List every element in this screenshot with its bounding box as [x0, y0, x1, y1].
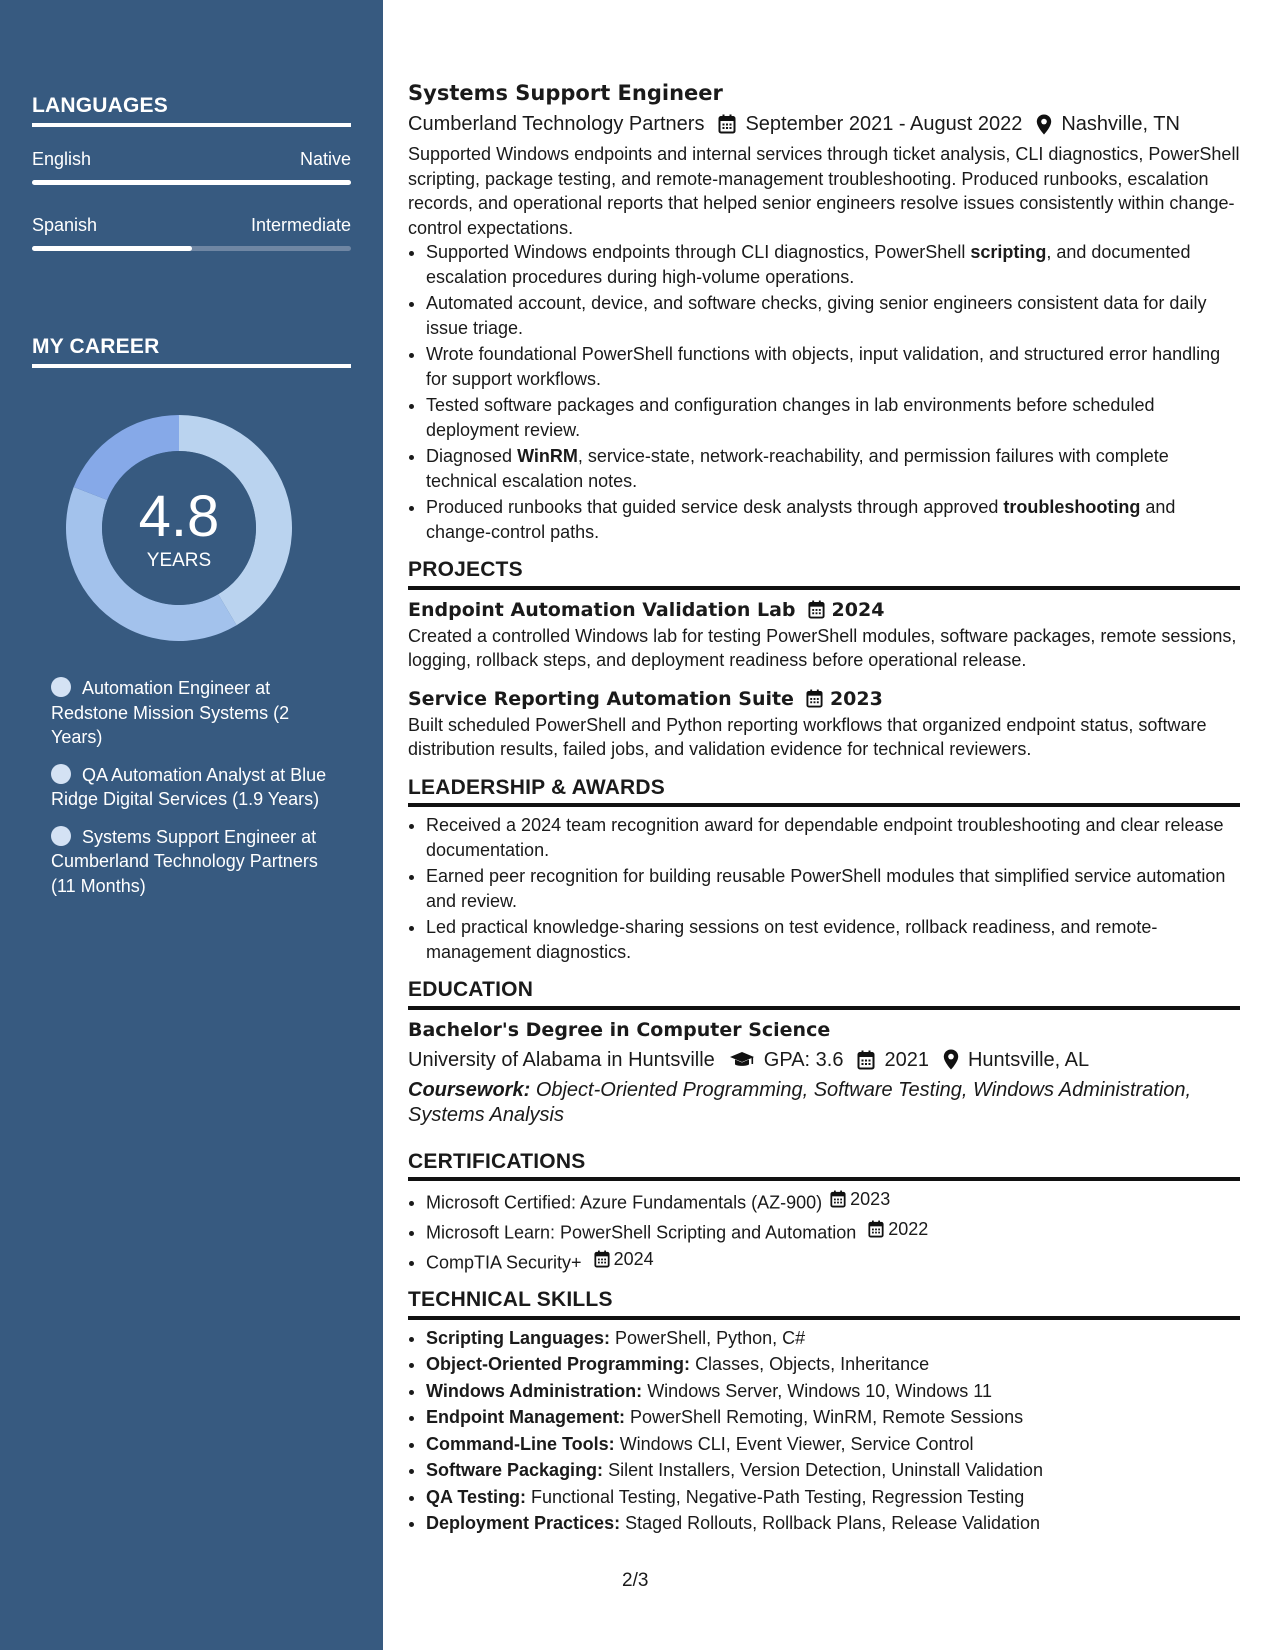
gpa: GPA: 3.6 [763, 1048, 844, 1071]
job-bullets [408, 240, 1240, 544]
job-bullet: • Tested software packages and configuration changes in lab environments before scheduled deployment review. [426, 393, 1240, 442]
skills-heading: TECHNICAL SKILLS [408, 1288, 1240, 1320]
calendar-icon [718, 114, 736, 134]
bullet-dot-icon [51, 677, 71, 697]
location-pin-icon [943, 1049, 959, 1070]
certification-item: • Microsoft Learn: PowerShell Scripting and Automation 2022 [426, 1217, 1240, 1245]
sidebar [0, 0, 383, 1650]
leadership-section [408, 776, 1240, 965]
language-item [32, 149, 351, 185]
coursework-label: Coursework: [408, 1078, 531, 1101]
career-heading: MY CAREER [32, 335, 351, 368]
certifications-list [408, 1187, 1240, 1274]
leadership-item: • Received a 2024 team recognition award for dependable endpoint troubleshooting and clear release documentation. [426, 813, 1240, 862]
main-content [408, 78, 1240, 1538]
coursework-list: Object-Oriented Programming, Software Testing, Windows Administration, Systems Analysis [408, 1078, 1192, 1126]
language-level: Native [299, 149, 351, 169]
calendar-icon [808, 600, 825, 619]
skill-item: • Software Packaging: Silent Installers, Version Detection, Uninstall Validation [426, 1458, 1240, 1483]
leadership-list [408, 813, 1240, 964]
page-number: 2/3 [622, 1570, 649, 1591]
leadership-heading: LEADERSHIP & AWARDS [408, 776, 1240, 808]
career-item-text: Systems Support Engineer at Cumberland Technology Partners (11 Months) [51, 826, 318, 896]
job-bullet: • Automated account, device, and software checks, giving senior engineers consistent data for daily issue triage. [426, 291, 1240, 340]
job-bullet: • Wrote foundational PowerShell functions with objects, input validation, and structured error handling for support workflows. [426, 342, 1240, 391]
calendar-icon [594, 1250, 610, 1268]
edu-year: 2021 [884, 1048, 929, 1071]
calendar-icon [868, 1220, 884, 1238]
job-title: Systems Support Engineer [408, 81, 723, 105]
certification-item: • Microsoft Certified: Azure Fundamentals (AZ-900) 2023 [426, 1187, 1240, 1215]
language-bar [32, 246, 351, 251]
job-company: Cumberland Technology Partners [408, 113, 705, 135]
languages-heading: LANGUAGES [32, 94, 351, 127]
skill-item: • QA Testing: Functional Testing, Negative-Path Testing, Regression Testing [426, 1485, 1240, 1510]
career-list [51, 676, 341, 911]
career-total [66, 415, 292, 641]
job-location-wrap [1036, 109, 1180, 139]
job-location: Nashville, TN [1061, 113, 1180, 135]
project-description: Built scheduled PowerShell and Python reporting workflows that organized endpoint status, software distribution results, failed jobs, and validation evidence for technical reviewers. [408, 714, 1207, 759]
project-title: Endpoint Automation Validation Lab [408, 598, 796, 621]
experience-entry [408, 78, 1240, 544]
certifications-section [408, 1150, 1240, 1275]
job-bullet: • Supported Windows endpoints through CLI diagnostics, PowerShell scripting, and documented escalation procedures during high-volume operations. [426, 240, 1240, 289]
career-list-item [51, 676, 341, 750]
career-item-text: QA Automation Analyst at Blue Ridge Digital Services (1.9 Years) [51, 764, 327, 809]
career-section [32, 335, 351, 368]
skill-item: • Object-Oriented Programming: Classes, Objects, Inheritance [426, 1352, 1240, 1377]
project-entry [408, 596, 1240, 673]
project-year: 2024 [831, 598, 885, 621]
skill-item: • Windows Administration: Windows Server, Windows 10, Windows 11 [426, 1379, 1240, 1404]
skills-list [408, 1326, 1240, 1536]
language-bar [32, 180, 351, 185]
certifications-heading: CERTIFICATIONS [408, 1150, 1240, 1182]
bullet-dot-icon [51, 826, 71, 846]
languages-section [32, 94, 351, 251]
job-summary: Supported Windows endpoints and internal services through ticket analysis, CLI diagnostics, PowerShell scripting, package testing, and remote-management troubleshooting. Produced runbooks, escalation records, and operational reports that helped senior engineers resolve issues consistently within change-control expectations. [408, 144, 1240, 238]
education-section [408, 978, 1240, 1128]
job-bullet: • Diagnosed WinRM, service-state, network-reachability, and permission failures with complete technical escalation notes. [426, 444, 1240, 493]
degree-title: Bachelor's Degree in Computer Science [408, 1018, 831, 1041]
certification-item: • CompTIA Security+ 2024 [426, 1247, 1240, 1275]
career-item-text: Automation Engineer at Redstone Mission Systems (2 Years) [51, 678, 290, 747]
language-item [32, 215, 351, 251]
calendar-icon [806, 689, 823, 708]
edu-location: Huntsville, AL [967, 1048, 1090, 1071]
skill-item: • Deployment Practices: Staged Rollouts, Rollback Plans, Release Validation [426, 1511, 1240, 1536]
leadership-item: • Earned peer recognition for building reusable PowerShell modules that simplified service automation and review. [426, 864, 1240, 913]
skill-item: • Endpoint Management: PowerShell Remoting, WinRM, Remote Sessions [426, 1405, 1240, 1430]
language-bar-fill [32, 246, 192, 251]
calendar-icon [857, 1050, 875, 1070]
project-year: 2023 [829, 687, 883, 710]
job-dates: September 2021 - August 2022 [745, 113, 1023, 135]
language-name: Spanish [32, 215, 98, 235]
coursework [408, 1078, 1240, 1128]
project-title: Service Reporting Automation Suite [408, 687, 794, 710]
skill-item: • Scripting Languages: PowerShell, Python, C# [426, 1326, 1240, 1351]
projects-heading: PROJECTS [408, 558, 1240, 590]
project-entry [408, 685, 1240, 762]
career-list-item [51, 825, 341, 899]
job-bullet: • Produced runbooks that guided service desk analysts through approved troubleshooting and change-control paths. [426, 495, 1240, 544]
edu-location-wrap [943, 1045, 1089, 1075]
location-pin-icon [1036, 114, 1052, 135]
leadership-item: • Led practical knowledge-sharing sessions on test evidence, rollback readiness, and remote-management diagnostics. [426, 915, 1240, 964]
graduation-cap-icon [729, 1051, 755, 1069]
career-total-value: 4.8 [138, 484, 220, 549]
language-level: Intermediate [250, 215, 351, 235]
school-name: University of Alabama in Huntsville [408, 1048, 715, 1071]
skills-section [408, 1288, 1240, 1536]
career-total-unit: YEARS [146, 550, 212, 571]
education-heading: EDUCATION [408, 978, 1240, 1010]
edu-year-wrap [857, 1045, 929, 1075]
education-meta [408, 1045, 1240, 1075]
calendar-icon [830, 1190, 846, 1208]
language-bar-fill [32, 180, 351, 185]
job-dates-wrap [718, 109, 1022, 139]
projects-section [408, 558, 1240, 762]
career-donut-chart [66, 415, 292, 641]
language-name: English [32, 149, 92, 169]
gpa-wrap [729, 1045, 844, 1075]
job-meta [408, 109, 1240, 139]
career-list-item [51, 763, 341, 812]
skill-item: • Command-Line Tools: Windows CLI, Event Viewer, Service Control [426, 1432, 1240, 1457]
bullet-dot-icon [51, 764, 71, 784]
project-description: Created a controlled Windows lab for testing PowerShell modules, software packages, remote sessions, logging, rollback steps, and deployment readiness before operational release. [408, 625, 1237, 670]
